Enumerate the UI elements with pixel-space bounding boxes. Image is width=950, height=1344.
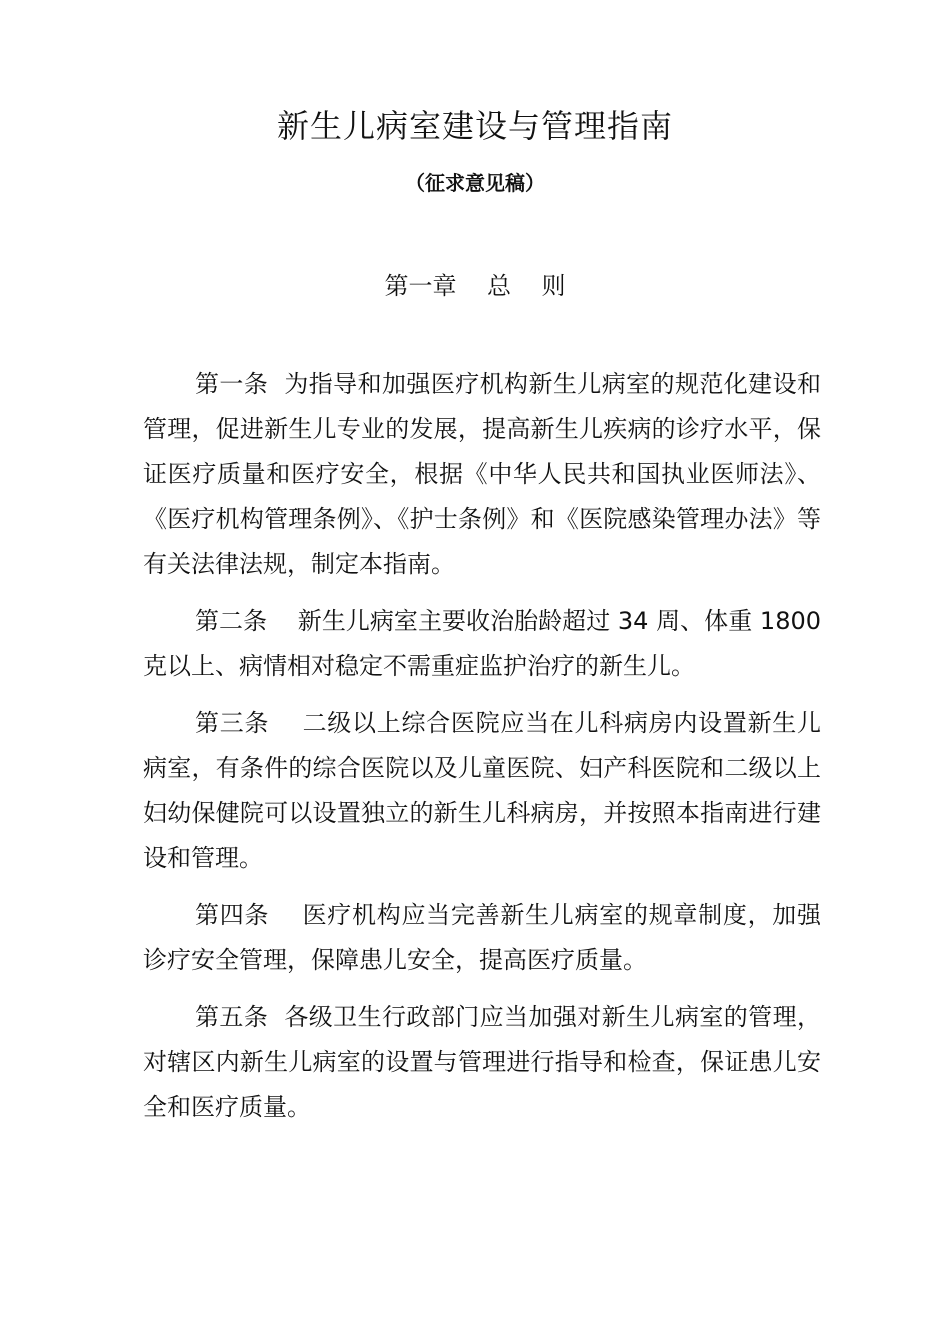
article-text: 为指导和加强医疗机构新生儿病室的规范化建设和管理，促进新生儿专业的发展，提高新生儿疾病的诊疗水平，保证医疗质量和医疗安全，根据《中华人民共和国执业医师法》、《医疗机构管理条例》、《护士条例》和《医院感染管理办法》等有关法律法规，制定本指南。 bbox=[143, 370, 822, 578]
chapter-name-part2: 则 bbox=[541, 272, 566, 300]
article-number: 第三条 bbox=[195, 709, 270, 737]
article-3 bbox=[143, 701, 821, 881]
chapter-heading bbox=[0, 268, 950, 304]
chapter-name-part1: 总 bbox=[487, 272, 511, 300]
article-number: 第一条 bbox=[195, 370, 269, 398]
article-4 bbox=[143, 893, 821, 983]
article-text: 新生儿病室主要收治胎龄超过 34 周、体重 1800 克以上、病情相对稳定不需重症监护治疗的新生儿。 bbox=[143, 607, 822, 680]
chapter-number: 第一章 bbox=[384, 272, 457, 300]
article-2 bbox=[143, 599, 821, 689]
article-text: 医疗机构应当完善新生儿病室的规章制度，加强诊疗安全管理，保障患儿安全，提高医疗质量。 bbox=[143, 901, 822, 974]
article-number: 第二条 bbox=[195, 607, 268, 635]
article-number: 第五条 bbox=[195, 1003, 269, 1031]
document-subtitle: （征求意见稿） bbox=[405, 171, 545, 195]
article-5 bbox=[143, 995, 821, 1130]
article-text: 二级以上综合医院应当在儿科病房内设置新生儿病室，有条件的综合医院以及儿童医院、妇产科医院和二级以上妇幼保健院可以设置独立的新生儿科病房，并按照本指南进行建设和管理。 bbox=[143, 709, 822, 872]
article-text: 各级卫生行政部门应当加强对新生儿病室的管理，对辖区内新生儿病室的设置与管理进行指导和检查，保证患儿安全和医疗质量。 bbox=[143, 1003, 822, 1121]
article-number: 第四条 bbox=[195, 901, 270, 929]
document-title: 新生儿病室建设与管理指南 bbox=[276, 107, 673, 145]
document-body bbox=[143, 362, 821, 1142]
article-1 bbox=[143, 362, 821, 587]
